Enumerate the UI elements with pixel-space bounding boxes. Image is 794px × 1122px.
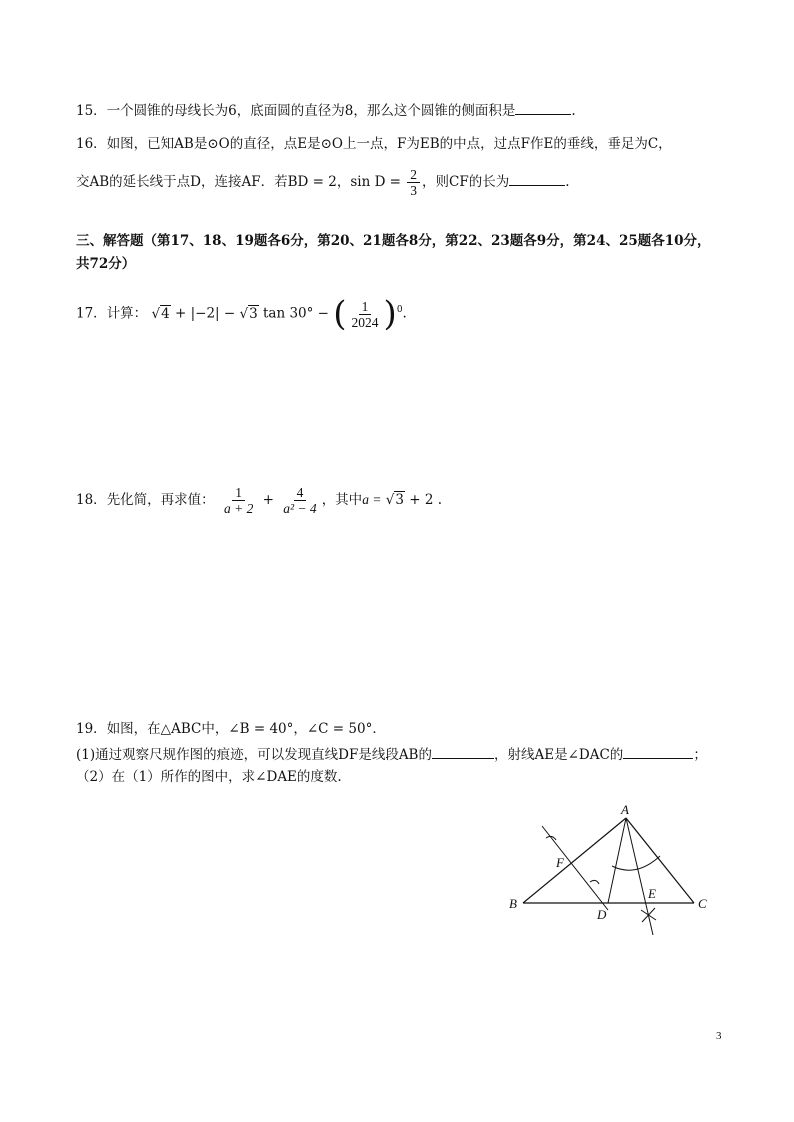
question-number: 19． [76, 721, 107, 737]
answer-blank[interactable] [432, 744, 494, 759]
label-A: A [621, 802, 629, 817]
page-number: 3 [716, 1030, 722, 1042]
question-number: 18． [76, 492, 107, 508]
answer-blank[interactable] [509, 171, 565, 186]
answer-blank[interactable] [623, 744, 693, 759]
question-17: 17．计算： √4 + |−2| − √3 tan 30° − ( $\frac{1}{2024}$ )$^0$. [76, 294, 407, 334]
label-D: D [597, 907, 607, 922]
label-C: C [698, 896, 707, 911]
question-number: 16． [76, 136, 107, 152]
label-B: B [509, 896, 517, 911]
section-header-cont: 共72分） [76, 256, 136, 272]
fraction: $\frac{4}{\text{a² − 4}}$ [283, 485, 317, 516]
question-19-part-1: (1)通过观察尺规作图的痕迹，可以发现直线DF是线段AB的 ，射线AE是∠DAC的 ； [76, 744, 707, 764]
construction-cross [642, 908, 655, 922]
label-F: F [556, 855, 564, 870]
question-19-part-2: （2）在（1）所作的图中，求∠DAE的度数. [76, 769, 342, 785]
triangle-construction-figure [500, 800, 730, 950]
question-18: 18．先化简，再求值： $\frac{1}{a + 2}$ + $\frac{4}{\text{a² − 4}}$ ，其中a = √3 + 2 . [76, 480, 442, 520]
line-DF [542, 826, 608, 910]
question-number: 15． [76, 103, 107, 119]
fraction: $\frac{1}{2024}$ [351, 298, 379, 330]
question-15: 15．一个圆锥的母线长为6，底面圆的直径为8，那么这个圆锥的侧面积是 . [76, 100, 576, 120]
question-19-line-1: 19．如图，在△ABC中，∠B = 40°，∠C = 50°． [76, 721, 386, 737]
sqrt-expression: √4 [151, 305, 170, 322]
label-E: E [648, 886, 656, 901]
sqrt-expression: √3 [239, 305, 258, 322]
question-text: 一个圆锥的母线长为6，底面圆的直径为8，那么这个圆锥的侧面积是 [106, 103, 516, 119]
construction-arc [590, 880, 599, 884]
question-16-line-2: 交AB的延长线于点D，连接AF．若BD = 2，sin D = $\frac{2}{3}$ ，则CF的长为 . [76, 167, 570, 198]
question-number: 17． [76, 305, 107, 322]
fraction: $\frac{1}{a + 2}$ [223, 485, 254, 516]
answer-blank[interactable] [515, 100, 571, 115]
section-header: 三、解答题（第17、18、19题各6分，第20、21题各8分，第22、23题各9分，第24、25题各10分， [76, 233, 711, 249]
question-16-line-1 [76, 135, 672, 153]
fraction: $\frac{2}{3}$ [407, 167, 420, 198]
question-text: 如图，已知AB是⊙O的直径，点E是⊙O上一点，F为EB的中点，过点F作E的垂线，垂足为C， [106, 136, 672, 152]
sqrt-expression: √3 [385, 492, 404, 508]
